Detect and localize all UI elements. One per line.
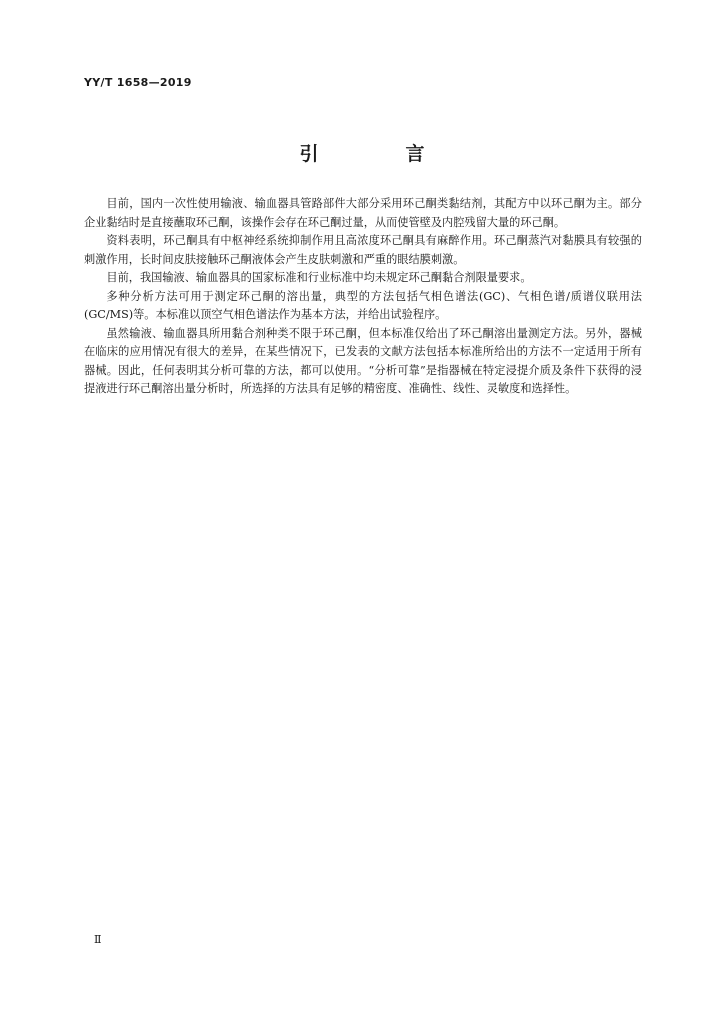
section-title: 引 言	[299, 143, 459, 165]
introduction-body	[84, 195, 642, 399]
standard-code: YY/T 1658—2019	[84, 76, 192, 89]
page-number: Ⅱ	[94, 933, 102, 946]
paragraph-4: 多种分析方法可用于测定环己酮的溶出量，典型的方法包括气相色谱法(GC)、气相色谱/质谱仪联用法(GC/MS)等。本标准以顶空气相色谱法作为基本方法，并给出试验程序。	[84, 289, 642, 321]
paragraph-3: 目前，我国输液、输血器具的国家标准和行业标准中均未规定环己酮黏合剂限量要求。	[106, 271, 532, 284]
paragraph-1: 目前，国内一次性使用输液、输血器具管路部件大部分采用环己酮类黏结剂，其配方中以环己酮为主。部分企业黏结时是直接蘸取环己酮，该操作会存在环己酮过量，从而使管壁及内腔残留大量的环己酮。	[84, 197, 642, 229]
paragraph-2: 资料表明，环己酮具有中枢神经系统抑制作用且高浓度环己酮具有麻醉作用。环己酮蒸汽对黏膜具有较强的刺激作用，长时间皮肤接触环己酮液体会产生皮肤刺激和严重的眼结膜刺激。	[84, 234, 642, 266]
paragraph-5: 虽然输液、输血器具所用黏合剂种类不限于环己酮，但本标准仅给出了环己酮溶出量测定方法。另外，器械在临床的应用情况有很大的差异，在某些情况下，已发表的文献方法包括本标准所给出的方法不一定适用于所有器械。因此，任何表明其分析可靠的方法，都可以使用。“分析可靠”是指器械在特定浸提介质及条件下获得的浸提液进行环己酮溶出量分析时，所选择的方法具有足够的精密度、准确性、线性、灵敏度和选择性。	[84, 326, 642, 395]
